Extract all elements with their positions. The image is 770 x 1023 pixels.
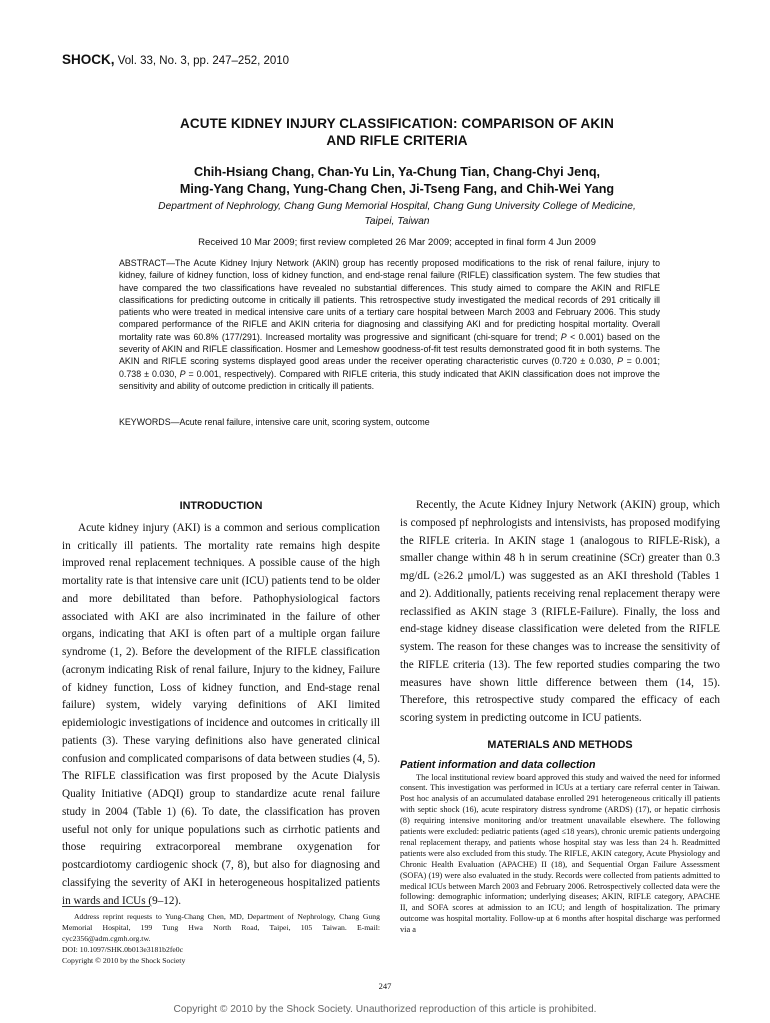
footnote-divider [62,906,150,907]
methods-heading: MATERIALS AND METHODS [487,738,633,751]
journal-name: SHOCK, [62,52,115,67]
abstract-p-2: P [617,356,623,367]
abstract-text-4: = 0.001, respectively). Compared with RIFLE criteria, this study indicated that AKIN classification does not improve the sensitivity and ability of outcome prediction in critically ill patients. [119,368,660,391]
affiliation-line-2: Taipei, Taiwan [364,216,430,227]
keywords: KEYWORDS—Acute renal failure, intensive care unit, scoring system, outcome [119,417,430,427]
right-column [400,497,720,936]
footnote-address: Address reprint requests to Yung-Chang Chen, MD, Department of Nephrology, Chang Gung Memorial Hospital, 199 Tung Hwa North Road, Taipei, 105 Taiwan. E-mail: cyc2356@adm.cgmh.org.tw. [62,912,380,943]
abstract-text-3: = 0.001; 0.738 ± 0.030, [119,356,660,379]
affiliation [110,199,684,229]
journal-citation: Vol. 33, No. 3, pp. 247–252, 2010 [117,55,290,67]
abstract-text-1: ABSTRACT—The Acute Kidney Injury Network (AKIN) group has recently proposed modifications to the risk of renal failure, injury to kidney, failure of kidney function, loss of kidney function, and end-stage renal failure (RIFLE) classification system. The few studies that have compared the two classifications have revealed no substantial differences. This study aimed to compare the AKIN and RIFLE classifications for predicting outcome in critically ill patients. This retrospective study investigated the medical records of 291 critically ill patients who were treated in medical intensive care units of a tertiary care hospital between March 2003 and February 2006. This study compared performance of the RIFLE and AKIN criteria for diagnosing and classifying AKI and for predicting hospital mortality. Overall mortality rate was 60.8% (177/291). Increased mortality was progressive and significant (chi-square for trend; [119,258,660,342]
introduction-heading: INTRODUCTION [179,500,263,512]
journal-header [62,52,289,67]
bottom-copyright: Copyright © 2010 by the Shock Society. Unauthorized reproduction of this article is prohibited. [173,1004,597,1015]
abstract-p-1: P [560,331,567,342]
affiliation-line-1: Department of Nephrology, Chang Gung Memorial Hospital, Chang Gung University College of Medicine, [158,201,636,212]
left-column [62,498,380,910]
author-list [100,164,694,198]
authors-line-2: Ming-Yang Chang, Yung-Chang Chen, Ji-Tseng Fang, and Chih-Wei Yang [179,182,615,196]
page-number: 247 [378,981,392,991]
title-line-2: AND RIFLE CRITERIA [326,133,468,148]
abstract [119,257,660,392]
introduction-paragraph-1: Acute kidney injury (AKI) is a common and serious complication in critically ill patients. The mortality rate remains high despite improved renal replacement techniques. A possible cause of the high mortality rate is that intensive care unit (ICU) patients tend to be older and more debilitated than before. Pathophysiological factors associated with AKI are also incriminated in the failure of other organs, indicating that AKI is often part of a multiple organ failure syndrome (1, 2). Before the development of the RIFLE classification (acronym indicating Risk of renal failure, Injury to the kidney, Failure of kidney function, Loss of kidney function, and End-stage renal failure) system, widely varying definitions of AKI limited epidemiologic investigations of incidence and outcomes in critically ill patients (3). These varying definitions also have generated clinical confusion and complicated comparisons of data between studies (4, 5). The RIFLE classification was first proposed by the Acute Dialysis Quality Initiative (ADQI) group to standardize acute renal failure study in 2004 (Table 1) (6). To date, the classification has proven useful not only for unique populations such as cirrhotic patients and those requiring extracorporeal membrane oxygenation for postcardiotomy cardiogenic shock (7, 8), but also for diagnosing and classifying the severity of AKI in heterogeneous hospitalized patients in wards and ICUs (9–12). [62,521,380,907]
introduction-paragraph-2: Recently, the Acute Kidney Injury Network (AKIN) group, which is composed pf nephrologists and intensivists, has proposed modifying the RIFLE criteria. In AKIN stage 1 (analogous to RIFLE-Risk), a smaller change within 48 h in serum creatinine (SCr) greater than 0.3 mg/dL (≥26.2 μmol/L) was suggested as an AKI threshold (Tables 1 and 2). Additionally, patients receiving renal replacement therapy were reclassified as AKIN stage 3 (RIFLE-Failure). Finally, the loss and end-stage kidney disease classification were deleted from the RIFLE system. The reason for these changes was to increase the sensitivity of the RIFLE criteria (13). The few reported studies comparing the two measures have shown little difference between them (14, 15). Therefore, this retrospective study compared the efficacy of each scoring system in predicting outcome in ICU patients. [400,499,720,724]
title-line-1: ACUTE KIDNEY INJURY CLASSIFICATION: COMPARISON OF AKIN [180,116,614,131]
article-title [110,115,684,149]
methods-paragraph: The local institutional review board approved this study and waived the need for informed consent. This investigation was performed in ICUs at a tertiary care referral center in Taiwan. Post hoc analysis of an accumulated database enrolled 291 heterogeneous critically ill patients with septic shock (16), acute respiratory distress syndrome (ARDS) (17), or hepatic cirrhosis (8) requiring intensive monitoring and/or treatment unavailable elsewhere. The following patients were excluded: pediatric patients (aged ≤18 years), chronic uremic patients undergoing renal replacement therapy, and patients whose hospital stay was less than 24 h. Readmitted patients were also excluded from this study. The RIFLE, AKIN category, Acute Physiology and Chronic Health Evaluation (APACHE) II (18), and Sequential Organ Failure Assessment (SOFA) (19) were also evaluated in the study. Records were collected from patients admitted to medical ICUs between March 2003 and February 2006. Retrospectively collected data were the following: demographic information; underlying diseases; AKIN, RIFLE category, APACHE II, and SOFA scores at admission to an ICU; and length of hospitalization. The primary outcome was hospital mortality. Follow-up at 6 months after hospital discharge was performed via a [400,772,720,935]
abstract-text-2: < 0.001) based on the severity of AKIN and RIFLE classification. Hosmer and Lemeshow goodness-of-fit test results demonstrated good fit in both systems. The AKIN and RIFLE scoring systems displayed good areas under the receiver operating characteristic curves (0.720 ± 0.030, [119,331,660,367]
received-dates: Received 10 Mar 2009; first review completed 26 Mar 2009; accepted in final form 4 Jun 2009 [198,237,596,248]
abstract-p-3: P [179,368,186,379]
footnote-copyright: Copyright © 2010 by the Shock Society [62,955,186,965]
footnote [62,912,380,967]
footnote-doi: DOI: 10.1097/SHK.0b013e3181b2fe0c [62,944,184,954]
authors-line-1: Chih-Hsiang Chang, Chan-Yu Lin, Ya-Chung Tian, Chang-Chyi Jenq, [193,165,601,179]
methods-subheading: Patient information and data collection [400,758,596,771]
